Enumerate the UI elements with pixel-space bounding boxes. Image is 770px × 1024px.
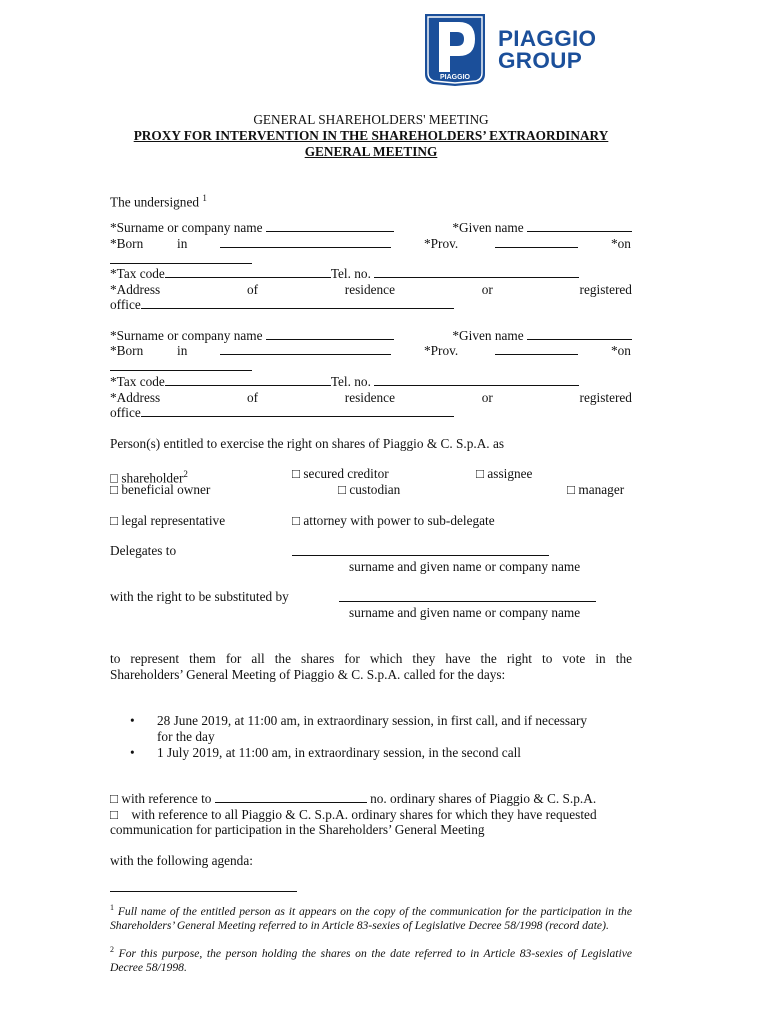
footnote-1: $^1$ Full name of the entitled person as it appears on the copy of the communication for the participation in the Shareholders’ General Meeting referred to in Article 83-sexies of Legislative Decree 58/1998 (record date). (110, 903, 632, 932)
checkbox-icon[interactable]: □ (110, 470, 119, 486)
person2-row-surname: *Surname or company name *Given name (110, 328, 632, 344)
person1-prov-field[interactable] (495, 236, 578, 248)
checkbox-icon[interactable]: □ (110, 513, 119, 528)
wordmark-line2: GROUP (498, 48, 583, 73)
agenda-label: with the following agenda: (110, 853, 253, 868)
represent-line1: to represent them for all the shares for which they have the right to vote in the (110, 651, 632, 666)
delegate-caption: surname and given name or company name (349, 559, 581, 574)
reference-row-specific[interactable]: □ with reference to no. ordinary shares of Piaggio & C. S.p.A. (110, 791, 597, 806)
person1-born-in-field[interactable] (220, 236, 391, 248)
meeting-date-item: • 1 July 2019, at 11:00 am, in extraordinary session, in the second call (130, 745, 521, 760)
person2-tel-field[interactable] (374, 374, 579, 386)
checkbox-icon[interactable]: □ (292, 513, 301, 528)
logo-mark-text: PIAGGIO (440, 74, 470, 81)
option-secured-creditor[interactable]: □ secured creditor (292, 466, 389, 481)
person1-tax-code-field[interactable] (165, 266, 331, 278)
option-manager[interactable]: □ manager (567, 482, 625, 497)
bullet-icon: • (130, 713, 135, 728)
checkbox-icon[interactable]: □ (292, 466, 301, 481)
person2-date-row (110, 359, 252, 375)
person2-surname-field[interactable] (266, 328, 394, 340)
person2-born-in-field[interactable] (220, 343, 391, 355)
person1-row-address: *Address of residence or registered (110, 282, 632, 297)
person2-row-tax: *Tax code Tel. no. (110, 374, 579, 390)
person1-tel-field[interactable] (374, 266, 579, 278)
option-custodian[interactable]: □ custodian (338, 482, 401, 497)
substitute-caption: surname and given name or company name (349, 605, 581, 620)
person1-row-surname: *Surname or company name *Given name (110, 220, 632, 236)
reference-row-all-line2: communication for participation in the Shareholders’ General Meeting (110, 822, 485, 837)
footnote-2: $^2$ For this purpose, the person holding the shares on the date referred to in Article 83-sexies of Legislative Decree 58/1998. (110, 945, 632, 974)
piaggio-group-wordmark (498, 28, 596, 72)
meeting-date-item: • 28 June 2019, at 11:00 am, in extraordinary session, in first call, and if necessary for the day (130, 713, 588, 744)
option-legal-representative[interactable]: □ legal representative (110, 513, 226, 528)
person2-address-field[interactable] (141, 405, 454, 417)
checkbox-icon[interactable]: □ (110, 482, 119, 497)
person1-row-office: office (110, 297, 454, 313)
person1-address-field[interactable] (141, 297, 454, 309)
footnote-ref-1: 1 (202, 193, 207, 203)
checkbox-icon[interactable]: □ (567, 482, 576, 497)
person1-date-field[interactable] (110, 252, 252, 264)
footnote-divider (110, 891, 297, 892)
option-beneficial-owner[interactable]: □ beneficial owner (110, 482, 211, 497)
checkbox-icon[interactable]: □ (110, 807, 119, 822)
shares-number-field[interactable] (215, 791, 367, 803)
wordmark-line1: PIAGGIO (498, 26, 597, 51)
option-assignee[interactable]: □ assignee (476, 466, 533, 481)
checkbox-icon[interactable]: □ (338, 482, 347, 497)
heading-line2: PROXY FOR INTERVENTION IN THE SHAREHOLDERS’ EXTRAORDINARY (133, 128, 609, 143)
option-attorney[interactable]: □ attorney with power to sub-delegate (292, 513, 495, 528)
footnote-ref-2: 2 (183, 469, 188, 479)
person2-row-office: office (110, 405, 454, 421)
person2-tax-code-field[interactable] (165, 374, 331, 386)
person2-date-field[interactable] (110, 359, 252, 371)
heading-line3: GENERAL MEETING (304, 144, 438, 159)
entitled-statement: Person(s) entitled to exercise the right on shares of Piaggio & C. S.p.A. as (110, 436, 505, 451)
person1-surname-field[interactable] (266, 220, 394, 232)
option-shareholder[interactable]: □ shareholder$^2$ (110, 469, 188, 486)
reference-row-all[interactable]: □ with reference to all Piaggio & C. S.p.A. ordinary shares for which they have requested (110, 807, 597, 822)
substitute-label: with the right to be substituted by (110, 589, 289, 604)
person1-given-name-field[interactable] (527, 220, 632, 232)
substitute-name-field[interactable] (339, 590, 596, 602)
delegates-label: Delegates to (110, 543, 177, 558)
person2-prov-field[interactable] (495, 343, 578, 355)
bullet-icon: • (130, 745, 135, 760)
person1-row-born: *Born in *Prov. *on (110, 236, 631, 251)
represent-line2: Shareholders’ General Meeting of Piaggio & C. S.p.A. called for the days: (110, 667, 506, 682)
person2-row-address: *Address of residence or registered (110, 390, 632, 405)
piaggio-logo-icon (423, 12, 487, 86)
person2-given-name-field[interactable] (527, 328, 632, 340)
meeting-dates-list (110, 713, 640, 761)
checkbox-icon[interactable]: □ (110, 791, 119, 806)
person2-row-born: *Born in *Prov. *on (110, 343, 631, 358)
person1-row-tax: *Tax code Tel. no. (110, 266, 579, 282)
undersigned-label: The undersigned $^1$ (110, 193, 207, 210)
delegate-name-field[interactable] (292, 544, 549, 556)
checkbox-icon[interactable]: □ (476, 466, 485, 481)
heading-line1: GENERAL SHAREHOLDERS' MEETING (253, 112, 489, 127)
